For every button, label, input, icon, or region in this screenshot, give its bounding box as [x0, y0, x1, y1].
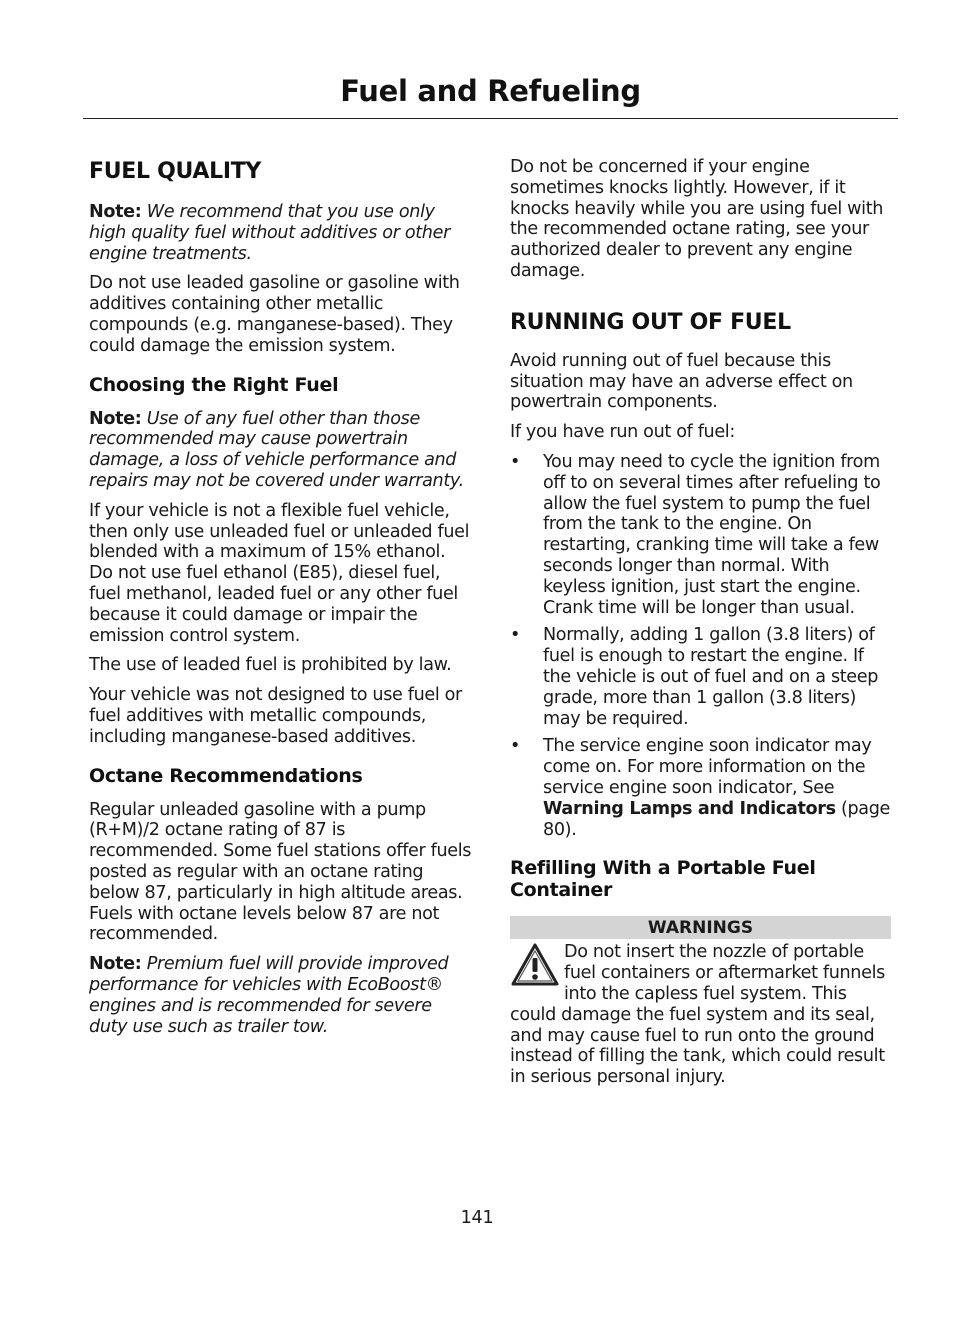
octane-paragraph: Regular unleaded gasoline with a pump (R+M)/2 octane rating of 87 is recommended. Some fuel stations offer fuels posted as regular with an octane rating below 87, particularly in high altitude areas. Fuels with octane levels below 87 are not recommended.	[89, 799, 472, 945]
page-title: Fuel and Refueling	[340, 74, 641, 108]
list-item	[510, 452, 893, 618]
bullet-marker: •	[510, 736, 521, 757]
list-item	[510, 625, 893, 729]
note-label: Note:	[89, 202, 142, 222]
running-out-heading: RUNNING OUT OF FUEL	[510, 309, 791, 335]
warning-triangle-icon	[510, 942, 560, 988]
octane-heading: Octane Recommendations	[89, 764, 363, 787]
engine-knock-paragraph: Do not be concerned if your engine sometimes knocks lightly. However, if it knocks heavily while you are using fuel with the recommended octane rating, see your authorized dealer to prevent any engine damage.	[510, 157, 884, 281]
bullet-marker: •	[510, 451, 521, 472]
note-text: We recommend that you use only high quality fuel without additives or other engine treatments.	[89, 202, 450, 264]
refilling-heading: Refilling With a Portable Fuel Container	[510, 857, 816, 902]
warnings-label: WARNINGS	[647, 918, 754, 939]
warnings-bar	[510, 916, 891, 939]
fuel-quality-heading: FUEL QUALITY	[89, 159, 262, 184]
warning-text: Do not insert the nozzle of portable fuel containers or aftermarket funnels into the capless fuel system. This could damage the fuel system and its seal, and may cause fuel to run onto the ground instead of filling the tank, which could result in serious personal injury.	[510, 942, 885, 1088]
choosing-fuel-paragraph-2: The use of leaded fuel is prohibited by law.	[89, 655, 452, 676]
fuel-quality-paragraph: Do not use leaded gasoline or gasoline with additives containing other metallic compounds (e.g. manganese-based). They could damage the emission system.	[89, 273, 460, 356]
bullet-text: The service engine soon indicator may come on. For more information on the service engine soon indicator, See	[543, 736, 872, 798]
left-column	[89, 157, 472, 1037]
choosing-fuel-heading: Choosing the Right Fuel	[89, 373, 339, 396]
running-out-bullet-list	[510, 452, 893, 840]
choosing-fuel-note	[89, 409, 472, 492]
bullet-marker: •	[510, 625, 521, 646]
list-item	[510, 736, 893, 840]
note-label: Note:	[89, 954, 142, 975]
note-text: Use of any fuel other than those recommended may cause powertrain damage, a loss of vehicle performance and repairs may not be covered under warranty.	[89, 408, 464, 491]
running-out-paragraph-2: If you have run out of fuel:	[510, 422, 735, 443]
page-reference: (page 80).	[543, 798, 891, 840]
bullet-text: Normally, adding 1 gallon (3.8 liters) of fuel is enough to restart the engine. If the vehicle is out of fuel and on a steep grade, more than 1 gallon (3.8 liters) may be required.	[543, 625, 879, 729]
choosing-fuel-paragraph-3: Your vehicle was not designed to use fuel or fuel additives with metallic compounds, including manganese-based additives.	[89, 685, 462, 747]
page-header	[83, 70, 898, 119]
running-out-paragraph-1: Avoid running out of fuel because this situation may have an adverse effect on powertrain components.	[510, 350, 853, 413]
octane-note	[89, 954, 472, 1037]
fuel-quality-note	[89, 202, 472, 264]
note-label: Note:	[89, 408, 142, 429]
warning-lamps-link[interactable]: Warning Lamps and Indicators	[543, 798, 836, 819]
note-text: Premium fuel will provide improved performance for vehicles with EcoBoost® engines and is recommended for severe duty use such as trailer tow.	[89, 954, 449, 1037]
choosing-fuel-paragraph-1: If your vehicle is not a flexible fuel vehicle, then only use unleaded fuel or unleaded fuel blended with a maximum of 15% ethanol. Do not use fuel ethanol (E85), diesel fuel, fuel methanol, leaded fuel or any other fuel because it could damage or impair the emission control system.	[89, 500, 470, 646]
page-number: 141	[460, 1208, 494, 1228]
right-column	[510, 157, 893, 1088]
warning-block	[510, 942, 893, 1088]
bullet-text: You may need to cycle the ignition from off to on several times after refueling to allow the fuel system to pump the fuel from the tank to the engine. On restarting, cranking time will take a few seconds longer than normal. With keyless ignition, just start the engine. Crank time will be longer than usual.	[543, 451, 881, 618]
